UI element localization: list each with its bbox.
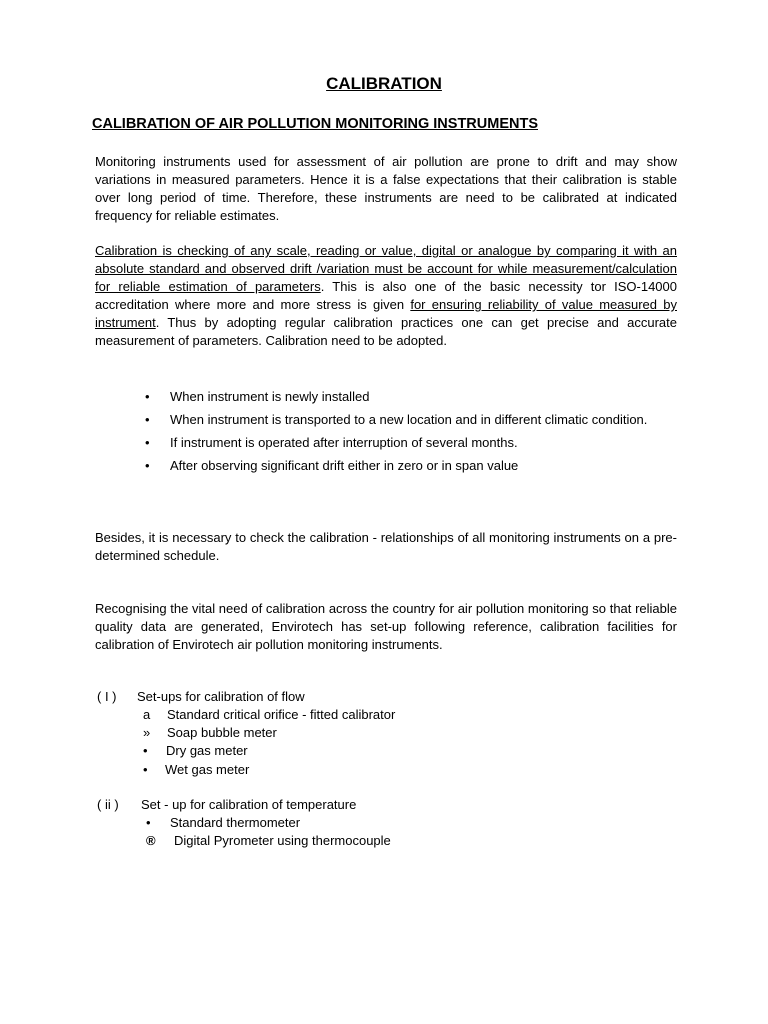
list-item bbox=[145, 457, 677, 475]
section-one-heading bbox=[97, 688, 305, 706]
list-item-text: When instrument is transported to a new location and in different climatic condition. bbox=[170, 412, 648, 427]
list-item-text: Dry gas meter bbox=[166, 743, 248, 758]
item-marker: » bbox=[143, 725, 151, 740]
definition-text-end: . Thus by adopting regular calibration practices one can get precise and accurate measurement of parameters. Calibration need to be adopted. bbox=[95, 315, 677, 348]
list-item bbox=[143, 742, 248, 760]
list-item bbox=[143, 706, 395, 724]
paragraph-facilities: Recognising the vital need of calibration across the country for air pollution monitoring so that reliable quality data are generated, Envirotech has set-up following reference, calibration facilities for calibration of Envirotech air pollution monitoring instruments. bbox=[95, 601, 677, 652]
list-item bbox=[146, 814, 300, 832]
item-marker: • bbox=[146, 815, 151, 830]
bullet-icon: • bbox=[145, 435, 150, 450]
paragraph-definition bbox=[95, 242, 677, 350]
bullet-icon: • bbox=[145, 389, 150, 404]
section-heading: CALIBRATION OF AIR POLLUTION MONITORING INSTRUMENTS bbox=[92, 116, 538, 132]
list-item bbox=[143, 724, 277, 742]
list-item bbox=[145, 388, 677, 406]
bullet-icon: • bbox=[145, 458, 150, 473]
item-marker: • bbox=[143, 743, 148, 758]
definition-text: . This is also one of the basic necessity tor ISO-14000 accreditation where more and more stress is given bbox=[95, 279, 677, 312]
item-marker: • bbox=[143, 762, 148, 777]
section-two-label: Set - up for calibration of temperature bbox=[141, 797, 357, 812]
list-item bbox=[143, 761, 249, 779]
bullet-icon: • bbox=[145, 412, 150, 427]
reliability-underlined: for ensuring reliability of value measured by instrument bbox=[95, 297, 677, 330]
definition-underlined: Calibration is checking of any scale, reading or value, digital or analogue by comparing it with an absolute standard and observed drift /variation must be account for while measurement/calculation for reliable estimation of parameters bbox=[95, 243, 677, 294]
list-item bbox=[146, 832, 391, 850]
section-two-heading bbox=[97, 796, 356, 814]
list-item-text: Digital Pyrometer using thermocouple bbox=[174, 833, 391, 848]
list-item-text: After observing significant drift either in zero or in span value bbox=[170, 458, 519, 473]
page-title: CALIBRATION bbox=[326, 74, 442, 93]
list-item-text: Standard thermometer bbox=[170, 815, 301, 830]
section-two-marker: ( ii ) bbox=[97, 797, 119, 812]
section-one-label: Set-ups for calibration of flow bbox=[137, 689, 305, 704]
list-item-text: Soap bubble meter bbox=[167, 725, 277, 740]
list-item bbox=[145, 411, 677, 429]
list-item-text: Wet gas meter bbox=[165, 762, 250, 777]
list-item bbox=[145, 434, 677, 452]
registered-icon: ® bbox=[146, 833, 156, 848]
section-one-marker: ( I ) bbox=[97, 689, 117, 704]
item-marker: a bbox=[143, 707, 151, 722]
paragraph-intro: Monitoring instruments used for assessment of air pollution are prone to drift and may show variations in measured parameters. Hence it is a false expectations that their calibration is stable over long period of time. Therefore, these instruments are need to be calibrated at indicated frequency for reliable estimates. bbox=[95, 154, 677, 223]
list-item-text: When instrument is newly installed bbox=[170, 389, 370, 404]
list-item-text: Standard critical orifice - fitted calibrator bbox=[167, 707, 396, 722]
bullet-list bbox=[145, 388, 677, 480]
paragraph-schedule: Besides, it is necessary to check the calibration - relationships of all monitoring instruments on a pre-determined schedule. bbox=[95, 530, 677, 563]
list-item-text: If instrument is operated after interruption of several months. bbox=[170, 435, 518, 450]
